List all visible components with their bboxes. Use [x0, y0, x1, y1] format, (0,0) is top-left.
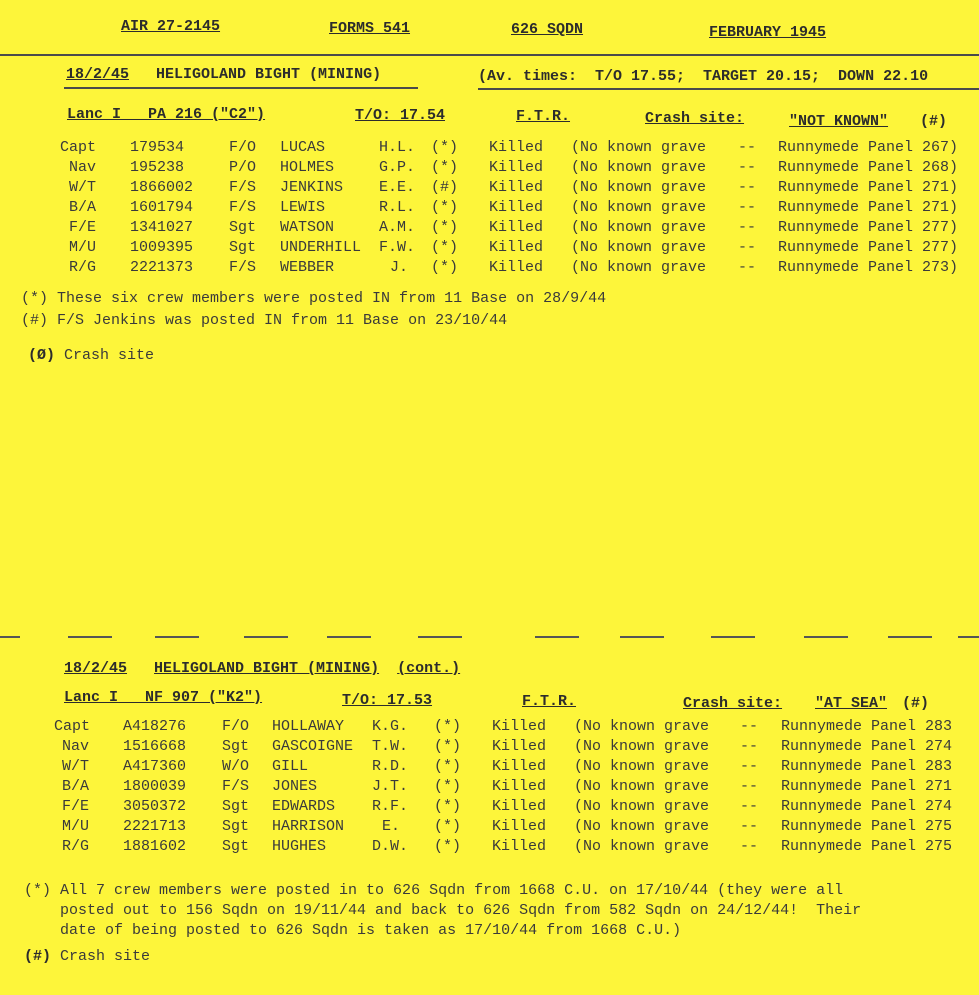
section2-ftr: F.T.R.	[522, 693, 577, 710]
section2-crash-mark: (#)	[902, 695, 930, 712]
crew-row: B/A 1601794 F/S LEWIS R.L. (*) Killed (No known grave -- Runnymede Panel 271)	[69, 199, 959, 216]
crew-row: M/U 2221713 Sgt HARRISON E. (*) Killed (No known grave -- Runnymede Panel 275	[62, 818, 953, 835]
section1-crash-value: "NOT KNOWN"	[789, 113, 889, 130]
section1-date-op: 18/2/45 HELIGOLAND BIGHT (MINING)	[66, 66, 382, 83]
crew-row: M/U 1009395 Sgt UNDERHILL F.W. (*) Killed (No known grave -- Runnymede Panel 277)	[69, 239, 959, 256]
month: FEBRUARY 1945	[709, 24, 827, 41]
section2-aircraft: Lanc I NF 907 ("K2")	[64, 689, 263, 706]
squadron: 626 SQDN	[511, 21, 584, 38]
header-rule	[0, 54, 979, 56]
forms-ref: FORMS 541	[329, 20, 411, 37]
section1-crash-note: (Ø) Crash site	[28, 347, 155, 364]
crew-row: Nav 195238 P/O HOLMES G.P. (*) Killed (No known grave -- Runnymede Panel 268)	[69, 159, 959, 176]
crew-row: F/E 3050372 Sgt EDWARDS R.F. (*) Killed (No known grave -- Runnymede Panel 274	[62, 798, 953, 815]
section2-crash-label: Crash site:	[683, 695, 783, 712]
section2-note-line3: date of being posted to 626 Sqdn is taken as 17/10/44 from 1668 C.U.)	[24, 922, 682, 939]
section1-op-rule	[64, 87, 418, 89]
section1-note-jenkins: (#) F/S Jenkins was posted IN from 11 Base on 23/10/44	[21, 312, 508, 329]
section1-crash-mark: (#)	[920, 113, 948, 130]
section1-takeoff: T/O: 17.54	[355, 107, 446, 124]
section2-takeoff: T/O: 17.53	[342, 692, 433, 709]
section2-crash-note: (#) Crash site	[24, 948, 151, 965]
section1-aircraft: Lanc I PA 216 ("C2")	[67, 106, 266, 123]
crew-row: W/T 1866002 F/S JENKINS E.E. (#) Killed (No known grave -- Runnymede Panel 271)	[69, 179, 959, 196]
crew-row: R/G 1881602 Sgt HUGHES D.W. (*) Killed (No known grave -- Runnymede Panel 275	[62, 838, 953, 855]
section1-ftr: F.T.R.	[516, 108, 571, 125]
crew-row: W/T A417360 W/O GILL R.D. (*) Killed (No known grave -- Runnymede Panel 283	[62, 758, 953, 775]
section2-note-line2: posted out to 156 Sqdn on 19/11/44 and back to 626 Sqdn from 582 Sqdn on 24/12/44! Their	[24, 902, 862, 919]
section2-date-op: 18/2/45 HELIGOLAND BIGHT (MINING) (cont.)	[64, 660, 461, 677]
section1-times: (Av. times: T/O 17.55; TARGET 20.15; DOWN 22.10	[478, 68, 929, 85]
section1-note-posted: (*) These six crew members were posted IN from 11 Base on 28/9/44	[21, 290, 607, 307]
section1-crash-label: Crash site:	[645, 110, 745, 127]
section2-note-line1: (*) All 7 crew members were posted in to 626 Sqdn from 1668 C.U. on 17/10/44 (they were all	[24, 882, 844, 899]
crew-row: F/E 1341027 Sgt WATSON A.M. (*) Killed (No known grave -- Runnymede Panel 277)	[69, 219, 959, 236]
crew-row: R/G 2221373 F/S WEBBER J. (*) Killed (No known grave -- Runnymede Panel 273)	[69, 259, 959, 276]
crew-row: Capt A418276 F/O HOLLAWAY K.G. (*) Killed (No known grave -- Runnymede Panel 283	[54, 718, 953, 735]
section2-crash-value: "AT SEA"	[815, 695, 888, 712]
crew-row: Nav 1516668 Sgt GASCOIGNE T.W. (*) Killed (No known grave -- Runnymede Panel 274	[62, 738, 953, 755]
crew-row: B/A 1800039 F/S JONES J.T. (*) Killed (No known grave -- Runnymede Panel 271	[62, 778, 953, 795]
archive-ref: AIR 27-2145	[121, 18, 221, 35]
crew-row: Capt 179534 F/O LUCAS H.L. (*) Killed (No known grave -- Runnymede Panel 267)	[60, 139, 959, 156]
section1-times-rule	[478, 88, 979, 90]
